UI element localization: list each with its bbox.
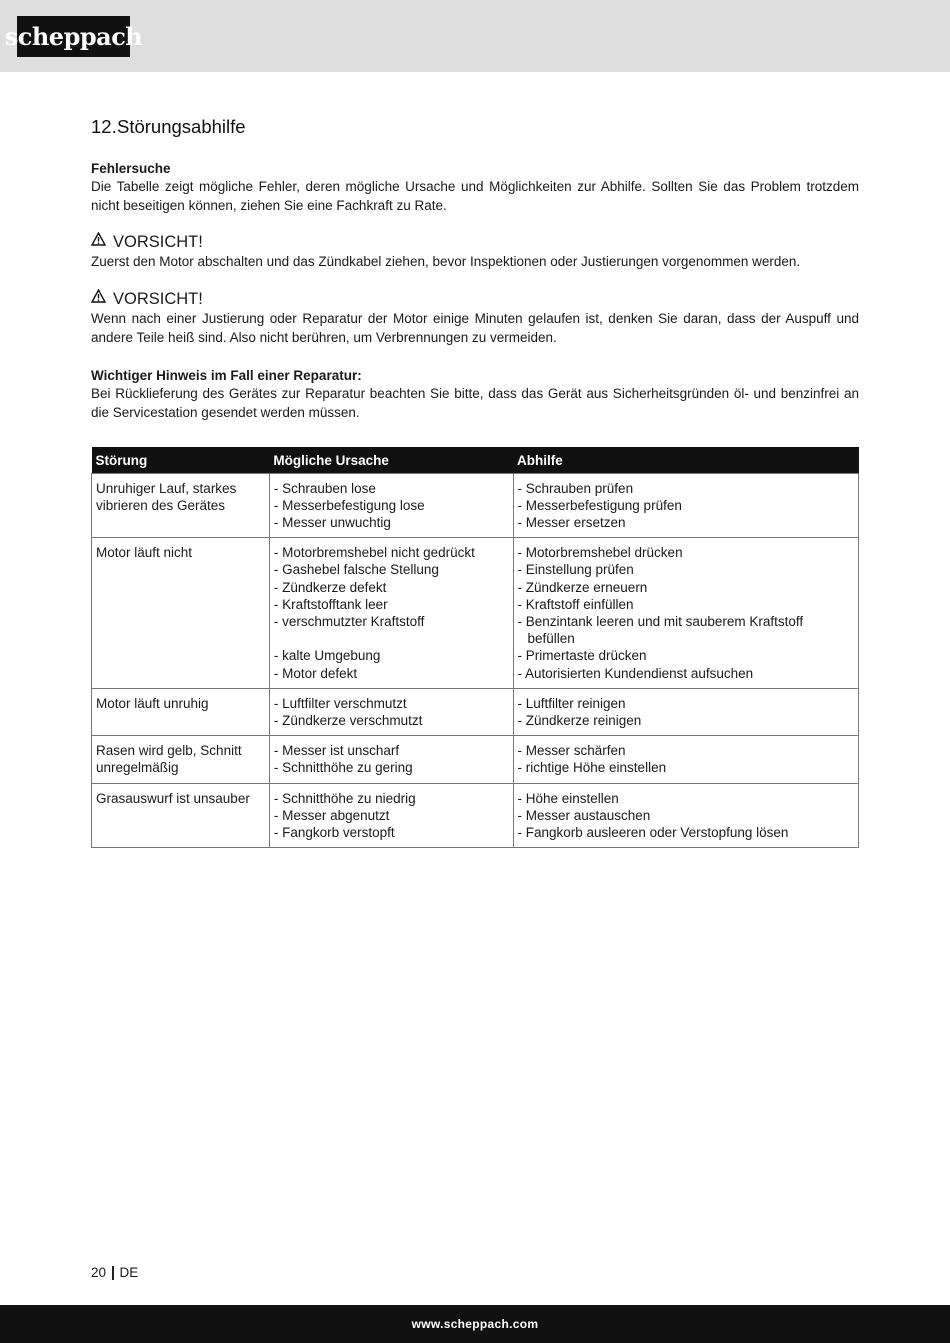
repair-notice [91, 367, 859, 422]
footer-band [0, 1305, 950, 1343]
warning-block-1 [91, 232, 859, 271]
warning-triangle-icon [91, 232, 107, 252]
cell-line: - Motorbremshebel nicht gedrückt [273, 545, 475, 561]
cell-line: - Messer schärfen [517, 743, 626, 759]
warning-title: VORSICHT! [91, 289, 859, 309]
warning-triangle-icon [91, 289, 107, 309]
cell-line: - Primertaste drücken [517, 648, 647, 664]
cell-line: - Schrauben lose [273, 480, 376, 496]
cell-line: Rasen wird gelb, Schnitt [96, 743, 242, 759]
cell-line: - Zündkerze erneuern [517, 579, 648, 595]
cell-line: - Einstellung prüfen [517, 562, 634, 578]
remedy-cell [513, 473, 859, 538]
blank-line [274, 630, 509, 647]
cell-line: - Benzintank leeren und mit sauberem Kraftstoff [517, 613, 804, 629]
cell-line: - Messerbefestigung lose [273, 497, 425, 513]
fehlersuche-text: Die Tabelle zeigt mögliche Fehler, deren mögliche Ursache und Möglichkeiten zur Abhilfe. Sollten Sie das Problem trotzdem nicht beseitigen können, ziehen Sie eine Fachkraft zu Rate. [91, 179, 859, 213]
cell-line: - Luftfilter verschmutzt [273, 695, 407, 711]
cell-line: - Zündkerze verschmutzt [273, 712, 423, 728]
cell-line: - Zündkerze reinigen [517, 712, 642, 728]
cell-line: - kalte Umgebung [273, 648, 381, 664]
cause-cell [269, 783, 513, 848]
footer-url: www.scheppach.com [411, 1317, 539, 1331]
scheppach-logo: scheppach [17, 16, 130, 57]
page-number [91, 1265, 138, 1280]
header-band [0, 0, 950, 72]
cell-line: - Fangkorb verstopft [273, 824, 395, 840]
cell-line: - Messer austauschen [517, 807, 651, 823]
fault-cell [92, 736, 270, 783]
cell-line: - Fangkorb ausleeren oder Verstopfung lösen [517, 824, 789, 840]
cell-line: - Messer ersetzen [517, 514, 626, 530]
cell-line: - Luftfilter reinigen [517, 695, 626, 711]
table-row [92, 538, 859, 689]
fault-cell [92, 688, 270, 735]
cause-cell [269, 736, 513, 783]
repair-notice-text: Bei Rücklieferung des Gerätes zur Reparatur beachten Sie bitte, dass das Gerät aus Sicherheitsgründen öl- und benzinfrei an die Servicestation gesendet werden müssen. [91, 386, 859, 420]
repair-notice-heading: Wichtiger Hinweis im Fall einer Reparatur: [91, 368, 362, 383]
cell-line: befüllen [527, 631, 575, 647]
cell-line: - Schnitthöhe zu niedrig [273, 790, 416, 806]
cell-line: - Autorisierten Kundendienst aufsuchen [517, 665, 754, 681]
fault-cell [92, 538, 270, 689]
cause-cell [269, 473, 513, 538]
table-header-row [92, 447, 859, 473]
troubleshooting-table [91, 447, 859, 848]
cell-line: Motor läuft unruhig [96, 695, 209, 711]
cell-line: Unruhiger Lauf, starkes [96, 480, 237, 496]
remedy-cell [513, 736, 859, 783]
cell-line: - Höhe einstellen [517, 790, 619, 806]
cell-line: - Schnitthöhe zu gering [273, 760, 413, 776]
cell-line: Grasauswurf ist unsauber [96, 790, 250, 806]
fehlersuche-heading: Fehlersuche [91, 161, 171, 176]
cell-line: - Kraftstoff einfüllen [517, 596, 634, 612]
cell-line: - Motor defekt [273, 665, 358, 681]
cell-line: - Schrauben prüfen [517, 480, 634, 496]
cell-line: - richtige Höhe einstellen [517, 760, 667, 776]
fault-cell [92, 783, 270, 848]
table-row [92, 473, 859, 538]
cell-line: - verschmutzter Kraftstoff [273, 613, 425, 629]
page-divider [112, 1266, 114, 1280]
cell-line: - Gashebel falsche Stellung [273, 562, 439, 578]
cell-line: - Messer unwuchtig [273, 514, 391, 530]
cell-line: - Messerbefestigung prüfen [517, 497, 682, 513]
column-header-fault: Störung [92, 447, 270, 473]
column-header-cause: Mögliche Ursache [269, 447, 513, 473]
page-number-value: 20 [91, 1265, 107, 1280]
cell-line: unregelmäßig [96, 760, 179, 776]
warning-block-2 [91, 289, 859, 347]
remedy-cell [513, 688, 859, 735]
remedy-cell [513, 783, 859, 848]
cell-line: Motor läuft nicht [96, 545, 193, 561]
page-language: DE [119, 1265, 139, 1280]
cell-line: - Messer ist unscharf [273, 743, 400, 759]
main-content [91, 116, 859, 422]
cell-line: - Messer abgenutzt [273, 807, 390, 823]
warning-text: Wenn nach einer Justierung oder Reparatur der Motor einige Minuten gelaufen ist, denken Sie daran, dass der Auspuff und andere Teile heiß sind. Also nicht berühren, um Verbrennungen zu vermeiden. [91, 311, 859, 345]
fault-cell [92, 473, 270, 538]
section-title [91, 116, 859, 138]
column-header-remedy: Abhilfe [513, 447, 859, 473]
warning-title: VORSICHT! [91, 232, 859, 252]
table-row [92, 736, 859, 783]
remedy-cell [513, 538, 859, 689]
cell-line: - Zündkerze defekt [273, 579, 387, 595]
table-row [92, 688, 859, 735]
cell-line: - Motorbremshebel drücken [517, 545, 683, 561]
cell-line: - Kraftstofftank leer [273, 596, 388, 612]
table-row [92, 783, 859, 848]
cause-cell [269, 688, 513, 735]
warning-text: Zuerst den Motor abschalten und das Zündkabel ziehen, bevor Inspektionen oder Justierungen vorgenommen werden. [91, 254, 801, 269]
table-body [92, 473, 859, 848]
cell-line: vibrieren des Gerätes [96, 497, 226, 513]
section-number: 12. [91, 116, 117, 137]
section-title-text: Störungsabhilfe [117, 116, 246, 137]
cause-cell [269, 538, 513, 689]
